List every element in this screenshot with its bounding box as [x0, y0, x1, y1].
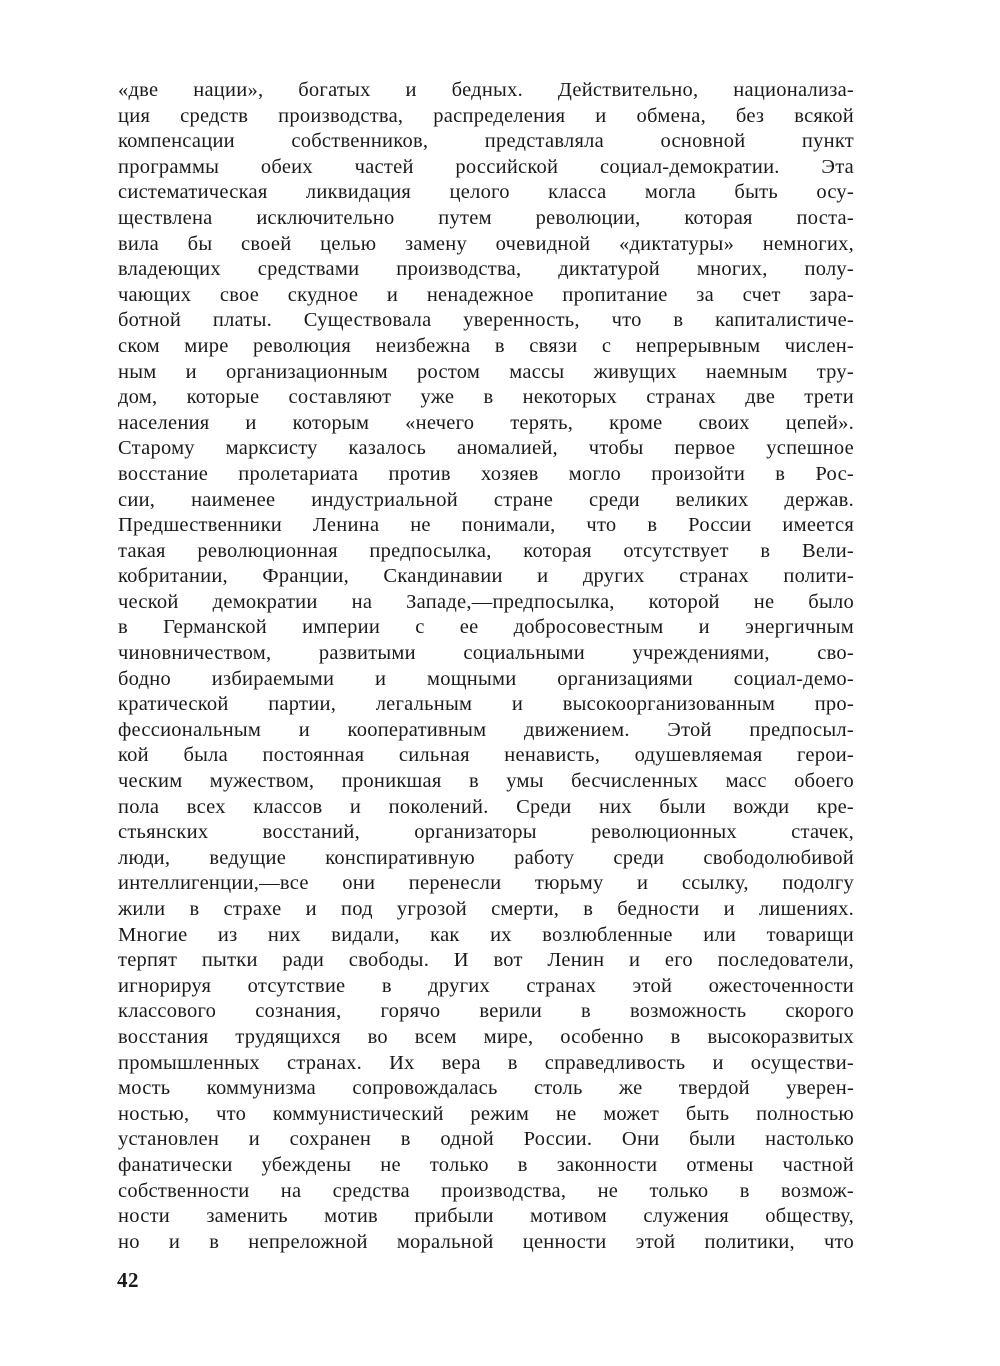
text-line: программы обеих частей российской социал-демократии. Эта	[118, 155, 854, 178]
text-line: ществлена исключительно путем революции, которая поста-	[118, 206, 854, 229]
text-line: фессиональным и кооперативным движением. Этой предпосыл-	[118, 718, 854, 741]
text-line: чиновничеством, развитыми социальными учреждениями, сво-	[118, 642, 854, 665]
text-line: игнорируя отсутствие в других странах этой ожесточенности	[118, 974, 854, 997]
text-line: населения и которым «нечего терять, кроме своих цепей».	[118, 411, 854, 434]
text-line: систематическая ликвидация целого класса могла быть осу-	[118, 181, 854, 204]
text-line: дом, которые составляют уже в некоторых странах две трети	[118, 386, 854, 409]
text-line: кой была постоянная сильная ненависть, одушевляемая герои-	[118, 744, 854, 767]
text-line: Старому марксисту казалось аномалией, чтобы первое успешное	[118, 437, 854, 460]
text-line: ском мире революция неизбежна в связи с непрерывным числен-	[118, 334, 854, 357]
text-line: восстание пролетариата против хозяев могло произойти в Рос-	[118, 462, 854, 485]
text-line: пола всех классов и поколений. Среди них были вожди кре-	[118, 795, 854, 818]
page-number: 42	[117, 1268, 139, 1292]
text-line: кобритании, Франции, Скандинавии и других странах полити-	[118, 565, 854, 588]
text-line: ция средств производства, распределения и обмена, без всякой	[118, 104, 854, 127]
text-line: собственности на средства производства, не только в возмож-	[118, 1179, 854, 1202]
text-line: в Германской империи с ее добросовестным и энергичным	[118, 616, 854, 639]
text-line: ческим мужеством, проникшая в умы бесчисленных масс обоего	[118, 770, 854, 793]
text-line: ным и организационным ростом массы живущих наемным тру-	[118, 360, 854, 383]
text-line: ботной платы. Существовала уверенность, что в капиталистиче-	[118, 309, 854, 332]
text-line: ностью, что коммунистический режим не может быть полностью	[118, 1102, 854, 1125]
text-line: ности заменить мотив прибыли мотивом служения обществу,	[118, 1205, 854, 1228]
text-line: сии, наименее индустриальной стране среди великих держав.	[118, 488, 854, 511]
text-line: терпят пытки ради свободы. И вот Ленин и его последователи,	[118, 949, 854, 972]
text-line: вила бы своей целью замену очевидной «диктатуры» немногих,	[118, 232, 854, 255]
text-line: но и в непреложной моральной ценности этой политики, что	[118, 1230, 854, 1253]
text-line: владеющих средствами производства, диктатурой многих, полу-	[118, 258, 854, 281]
text-line: такая революционная предпосылка, которая отсутствует в Вели-	[118, 539, 854, 562]
text-line: установлен и сохранен в одной России. Они были настолько	[118, 1128, 854, 1151]
text-line: ческой демократии на Западе,—предпосылка, которой не было	[118, 590, 854, 613]
text-line: мость коммунизма сопровождалась столь же твердой уверен-	[118, 1077, 854, 1100]
text-line: интеллигенции,—все они перенесли тюрьму и ссылку, подолгу	[118, 872, 854, 895]
text-line: компенсации собственников, представляла основной пункт	[118, 130, 854, 153]
text-line: бодно избираемыми и мощными организациями социал-демо-	[118, 667, 854, 690]
body-text	[118, 78, 854, 1255]
text-line: промышленных странах. Их вера в справедливость и осуществи-	[118, 1051, 854, 1074]
text-line: «две нации», богатых и бедных. Действительно, национализа-	[118, 79, 854, 101]
text-line: фанатически убеждены не только в законности отмены частной	[118, 1153, 854, 1176]
text-line: Предшественники Ленина не понимали, что в России имеется	[118, 514, 854, 537]
text-line: Многие из них видали, как их возлюбленные или товарищи	[118, 923, 854, 946]
text-line: чающих свое скудное и ненадежное пропитание за счет зара-	[118, 283, 854, 306]
text-line: стьянских восстаний, организаторы революционных стачек,	[118, 821, 854, 844]
text-line: восстания трудящихся во всем мире, особенно в высокоразвитых	[118, 1025, 854, 1048]
text-line: классового сознания, горячо верили в возможность скорого	[118, 1000, 854, 1023]
text-line: люди, ведущие конспиративную работу среди свободолюбивой	[118, 846, 854, 869]
text-line: жили в страхе и под угрозой смерти, в бедности и лишениях.	[118, 898, 854, 920]
text-line: кратической партии, легальным и высокоорганизованным про-	[118, 693, 854, 716]
